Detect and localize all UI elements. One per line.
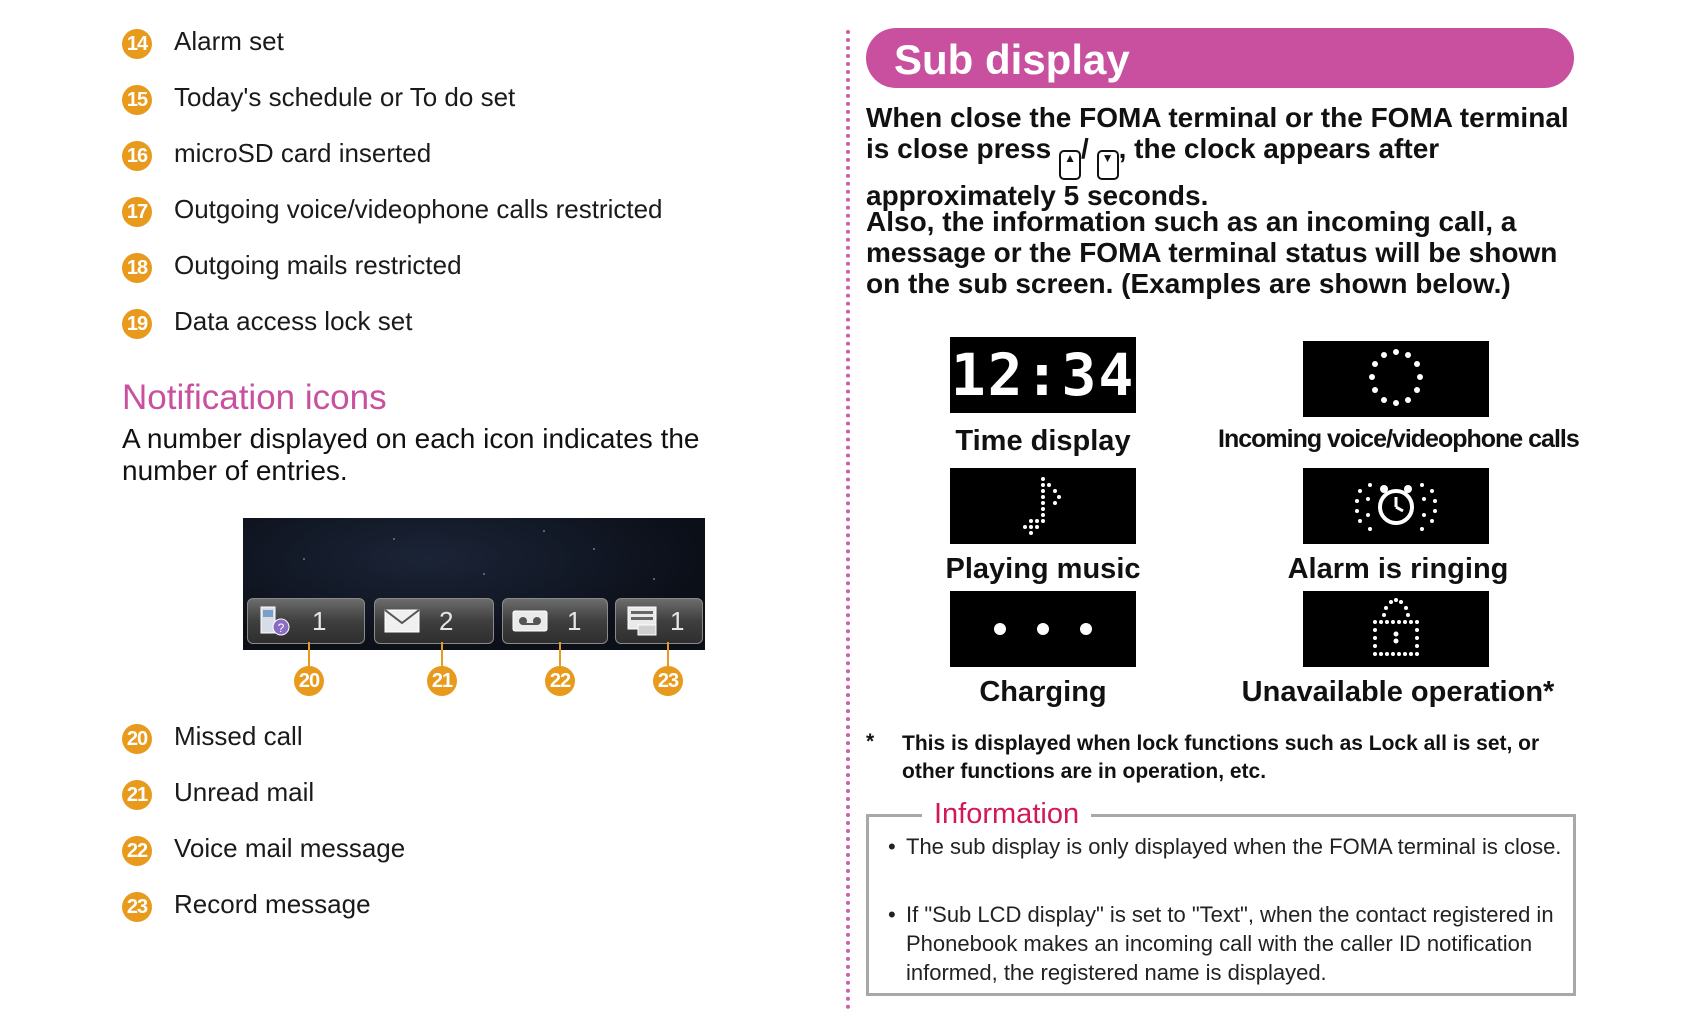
callout-21: 21 xyxy=(427,666,457,696)
information-item-2-text: If "Sub LCD display" is set to "Text", when the contact registered in Phonebook makes an incoming call with the caller ID notification informed, the registered name is displayed. xyxy=(906,902,1554,985)
sub-display-title: Sub display xyxy=(894,36,1130,83)
up-key-icon: ▲ xyxy=(1059,150,1081,180)
status-label-microsd: microSD card inserted xyxy=(174,138,432,168)
voice-mail-pill xyxy=(502,598,608,644)
badge-20: 20 xyxy=(122,724,152,754)
information-item-1-text: The sub display is only displayed when the FOMA terminal is close. xyxy=(906,834,1562,859)
alarm-ringing-screen xyxy=(1303,468,1489,544)
badge-16: 16 xyxy=(122,141,152,171)
legend-missed-call: Missed call xyxy=(174,721,303,751)
column-divider xyxy=(846,30,850,1010)
status-label-calls-restricted: Outgoing voice/videophone calls restricted xyxy=(174,194,663,224)
label-alarm-ringing: Alarm is ringing xyxy=(1287,553,1509,585)
legend-unread-mail: Unread mail xyxy=(174,777,315,807)
lock-icon xyxy=(1361,594,1431,664)
callout-22: 22 xyxy=(545,666,575,696)
music-note-icon xyxy=(1013,473,1073,539)
time-display-screen xyxy=(950,337,1136,413)
footnote-mark: * xyxy=(866,730,875,753)
information-item-1 xyxy=(888,832,1568,861)
badge-21: 21 xyxy=(122,780,152,810)
badge-17: 17 xyxy=(122,197,152,227)
voice-mail-icon xyxy=(511,606,549,636)
unread-mail-pill xyxy=(374,598,494,644)
incoming-call-screen xyxy=(1303,341,1489,417)
badge-18: 18 xyxy=(122,253,152,283)
missed-call-pill xyxy=(247,598,365,644)
unread-mail-count: 2 xyxy=(439,605,454,636)
bullet: • xyxy=(888,902,896,927)
notification-icons-heading: Notification icons xyxy=(122,378,387,417)
legend-voice-mail: Voice mail message xyxy=(174,833,406,863)
record-message-count: 1 xyxy=(670,605,685,636)
badge-19: 19 xyxy=(122,309,152,339)
sub-display-paragraph-2: Also, the information such as an incoming call, a message or the FOMA terminal status will be shown on the sub screen. (Examples are shown below.) xyxy=(866,206,1558,299)
status-label-alarm-set: Alarm set xyxy=(174,26,284,56)
label-charging: Charging xyxy=(979,676,1107,708)
record-message-pill xyxy=(615,598,703,644)
label-time-display: Time display xyxy=(955,425,1131,457)
label-incoming-calls: Incoming voice/videophone calls xyxy=(1218,425,1579,453)
status-label-schedule: Today's schedule or To do set xyxy=(174,82,516,112)
svg-text:?: ? xyxy=(277,621,285,635)
legend-record-message: Record message xyxy=(174,889,371,919)
badge-15: 15 xyxy=(122,85,152,115)
notification-panel-screenshot xyxy=(243,518,705,650)
missed-call-count: 1 xyxy=(312,605,327,636)
bullet: • xyxy=(888,834,896,859)
unavailable-operation-screen xyxy=(1303,591,1489,667)
badge-23: 23 xyxy=(122,892,152,922)
record-message-icon xyxy=(624,606,662,636)
callout-20: 20 xyxy=(294,666,324,696)
sub-display-paragraph-1 xyxy=(866,102,1576,211)
playing-music-screen xyxy=(950,468,1136,544)
charging-screen xyxy=(950,591,1136,667)
para1-text-b: , the clock appears after approximately 5 seconds. xyxy=(866,133,1440,211)
missed-call-icon xyxy=(256,606,294,636)
para1-separator: / xyxy=(1081,133,1089,164)
mail-icon xyxy=(383,606,421,636)
incoming-call-icon xyxy=(1356,344,1436,414)
badge-22: 22 xyxy=(122,836,152,866)
label-unavailable-operation: Unavailable operation* xyxy=(1241,676,1555,708)
sub-display-heading-bar xyxy=(866,28,1574,88)
badge-14: 14 xyxy=(122,29,152,59)
callout-23: 23 xyxy=(653,666,683,696)
clock-display: 12:34 xyxy=(950,341,1136,409)
notification-icons-description: A number displayed on each icon indicates the number of entries. xyxy=(122,423,700,486)
label-playing-music: Playing music xyxy=(945,553,1141,585)
information-title: Information xyxy=(922,798,1091,831)
charging-dots-icon xyxy=(988,619,1098,639)
alarm-clock-icon xyxy=(1346,471,1446,541)
status-label-data-lock: Data access lock set xyxy=(174,306,413,336)
status-label-mails-restricted: Outgoing mails restricted xyxy=(174,250,462,280)
down-key-icon: ▼ xyxy=(1097,150,1119,180)
information-item-2 xyxy=(888,900,1568,987)
voice-mail-count: 1 xyxy=(567,605,582,636)
para1-text-a: When close the FOMA terminal or the FOMA terminal is close press xyxy=(866,102,1569,164)
footnote-text: This is displayed when lock functions such as Lock all is set, or other functions are in operation, etc. xyxy=(902,732,1540,783)
